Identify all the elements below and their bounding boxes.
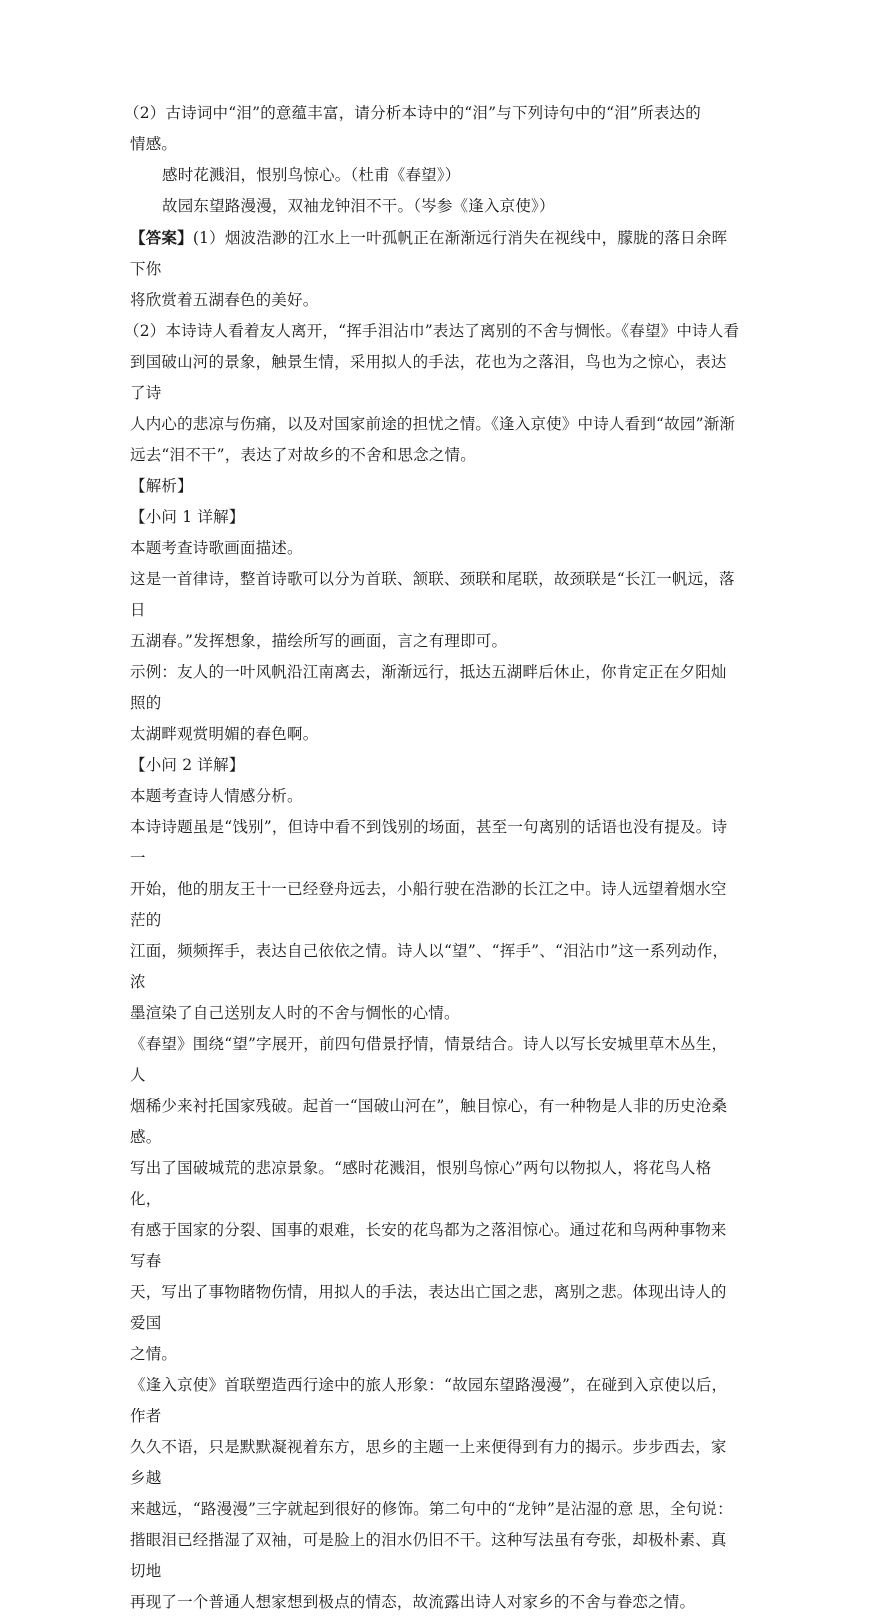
- analysis-2-line: 之情。: [130, 1345, 178, 1363]
- poem-quote-chunwang: 感时花溅泪，恨别鸟惊心。（杜甫《春望》）: [162, 166, 461, 184]
- document-page: [124, 98, 742, 1618]
- analysis-2-line: 开始，他的朋友王十一已经登舟远去，小船行驶在浩渺的长江之中。诗人远望着烟水空茫的: [130, 880, 727, 929]
- analysis-2-line: 本诗诗题虽是“饯别”，但诗中看不到饯别的场面，甚至一句离别的话语也没有提及。诗一: [130, 818, 728, 867]
- analysis-2-line: 《逢入京使》首联塑造西行途中的旅人形象：“故园东望路漫漫”，在碰到入京使以后，作者: [130, 1376, 728, 1425]
- analysis-2-line: 《春望》围绕“望”字展开，前四句借景抒情，情景结合。诗人以写长安城里草木丛生，人: [130, 1035, 728, 1084]
- answer-2-line: 人内心的悲凉与伤痛，以及对国家前途的担忧之情。《逢入京使》中诗人看到“故园”渐渐: [130, 415, 736, 433]
- analysis-2-line: 天，写出了事物睹物伤情，用拟人的手法，表达出亡国之悲，离别之悲。体现出诗人的爱国: [130, 1283, 727, 1332]
- analysis-label: 【解析】: [130, 477, 193, 495]
- analysis-2-line: 有感于国家的分裂、国事的艰难，长安的花鸟都为之落泪惊心。通过花和鸟两种事物来写春: [130, 1221, 727, 1270]
- sub-question-1-heading: 【小问 1 详解】: [130, 508, 245, 526]
- analysis-1-line: 这是一首律诗，整首诗歌可以分为首联、颔联、颈联和尾联，故颈联是“长江一帆远，落日: [130, 570, 735, 619]
- analysis-2-line: 来越远，“路漫漫”三字就起到很好的修饰。第二句中的“龙钟”是沾湿的意 思，全句说：: [130, 1500, 733, 1518]
- question-2-line: （2）古诗词中“泪”的意蕴丰富，请分析本诗中的“泪”与下列诗句中的“泪”所表达的: [124, 104, 701, 122]
- analysis-2-line: 烟稀少来衬托国家残破。起首一“国破山河在”，触目惊心，有一种物是人非的历史沧桑感。: [130, 1097, 728, 1146]
- analysis-1-line: 太湖畔观赏明媚的春色啊。: [130, 725, 319, 743]
- answer-2-line: 到国破山河的景象，触景生情，采用拟人的手法，花也为之落泪，鸟也为之惊心，表达了诗: [130, 353, 727, 402]
- analysis-2-line: 久久不语，只是默默凝视着东方，思乡的主题一上来便得到有力的揭示。步步西去，家乡越: [130, 1438, 727, 1487]
- analysis-2-line: 墨渲染了自己送别友人时的不舍与惆怅的心情。: [130, 1004, 460, 1022]
- answer-1-line: 将欣赏着五湖春色的美好。: [130, 291, 319, 309]
- analysis-2-line: 揩眼泪已经揩湿了双袖，可是脸上的泪水仍旧不干。这种写法虽有夸张，却极朴素、真切地: [130, 1531, 727, 1580]
- sub-question-2-heading: 【小问 2 详解】: [130, 756, 245, 774]
- analysis-1-line: 本题考查诗歌画面描述。: [130, 539, 303, 557]
- analysis-2-line: 本题考查诗人情感分析。: [130, 787, 303, 805]
- analysis-1-line: 五湖春。”发挥想象，描绘所写的画面，言之有理即可。: [130, 632, 508, 650]
- analysis-1-line: 示例：友人的一叶风帆沿江南离去，渐渐远行，抵达五湖畔后休止，你肯定正在夕阳灿照的: [130, 663, 727, 712]
- answer-2-line: （2）本诗诗人看着友人离开，“挥手泪沾巾”表达了离别的不舍与惆怅。《春望》中诗人看: [124, 322, 740, 340]
- analysis-2-line: 江面，频频挥手，表达自己依依之情。诗人以“望”、“挥手”、“泪沾巾”这一系列动作，浓: [130, 942, 729, 991]
- answer-paragraph-1: [130, 222, 742, 285]
- analysis-2-line: 写出了国破城荒的悲凉景象。“感时花溅泪，恨别鸟惊心”两句以物拟人，将花鸟人格化，: [130, 1159, 712, 1208]
- analysis-2-line: 再现了一个普通人想家想到极点的情态，故流露出诗人对家乡的不舍与眷恋之情。: [130, 1593, 696, 1611]
- poem-quote-fengrujingshi: 故园东望路漫漫，双袖龙钟泪不干。（岑参《逢入京使》）: [162, 197, 555, 215]
- answer-1-text: (1）烟波浩渺的江水上一叶孤帆正在渐渐远行消失在视线中，朦胧的落日余晖下你: [130, 229, 728, 278]
- question-2-line: 情感。: [130, 135, 178, 153]
- answer-2-line: 远去“泪不干”，表达了对故乡的不舍和思念之情。: [130, 446, 476, 464]
- answer-label: 【答案】: [130, 228, 193, 247]
